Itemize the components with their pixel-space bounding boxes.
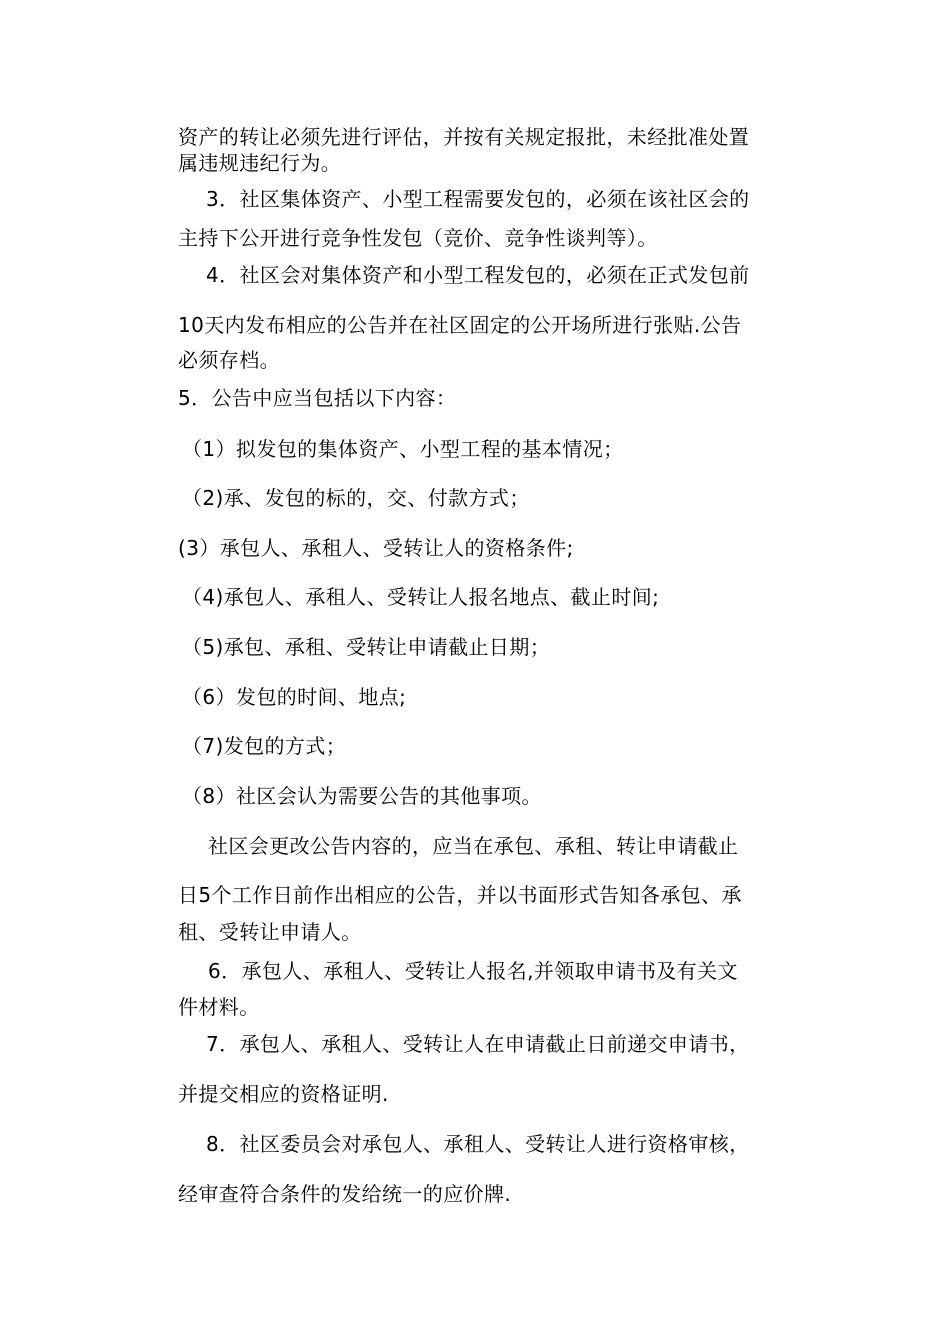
list-item: （7)发包的方式； bbox=[182, 734, 347, 758]
list-item: （5)承包、承租、受转让申请截止日期； bbox=[182, 635, 551, 659]
paragraph-line: 资产的转让必须先进行评估，并按有关规定报批，未经批准处置 bbox=[178, 125, 750, 149]
list-item: （4)承包人、承租人、受转让人报名地点、截止时间; bbox=[182, 585, 660, 609]
paragraph-line: 件材料。 bbox=[178, 995, 260, 1019]
list-item: (3）承包人、承租人、受转让人的资格条件; bbox=[178, 536, 574, 560]
list-item: （8）社区会认为需要公告的其他事项。 bbox=[182, 784, 542, 808]
list-item: （2)承、发包的标的，交、付款方式； bbox=[182, 486, 530, 510]
paragraph-line: 3．社区集体资产、小型工程需要发包的，必须在该社区会的 bbox=[206, 187, 750, 211]
paragraph-line: 经审查符合条件的发给统一的应价牌. bbox=[178, 1182, 512, 1206]
paragraph-line: 租、受转让申请人。 bbox=[178, 920, 362, 944]
paragraph-line: 6．承包人、承租人、受转让人报名,并领取申请书及有关文 bbox=[208, 959, 738, 983]
paragraph-line: 4．社区会对集体资产和小型工程发包的，必须在正式发包前 bbox=[206, 263, 750, 287]
paragraph-line: 社区会更改公告内容的，应当在承包、承租、转让申请截止 bbox=[208, 834, 739, 858]
paragraph-line: 必须存档。 bbox=[178, 348, 280, 372]
paragraph-line: 7．承包人、承租人、受转让人在申请截止日前递交申请书， bbox=[206, 1032, 750, 1056]
paragraph-line: 8．社区委员会对承包人、承租人、受转让人进行资格审核， bbox=[206, 1132, 750, 1156]
paragraph-line: 属违规违纪行为。 bbox=[178, 151, 342, 175]
list-item: （6）发包的时间、地点; bbox=[182, 685, 407, 709]
list-item: （1）拟发包的集体资产、小型工程的基本情况； bbox=[182, 437, 624, 461]
paragraph-line: 10天内发布相应的公告并在社区固定的公开场所进行张贴.公告 bbox=[178, 313, 742, 337]
paragraph-line: 并提交相应的资格证明. bbox=[178, 1082, 389, 1106]
paragraph-line: 5．公告中应当包括以下内容： bbox=[178, 386, 457, 410]
paragraph-line: 日5个工作日前作出相应的公告，并以书面形式告知各承包、承 bbox=[178, 883, 742, 907]
paragraph-line: 主持下公开进行竞争性发包（竞价、竞争性谈判等）。 bbox=[178, 226, 658, 250]
